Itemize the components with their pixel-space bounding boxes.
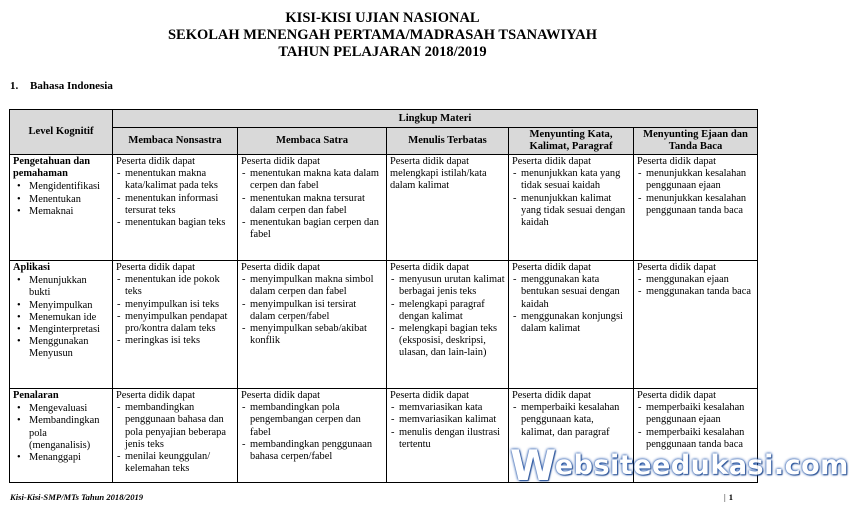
level-bullet-item: • Mengidentifikasi	[29, 181, 109, 193]
level-cell	[10, 261, 113, 389]
cell-intro: Peserta didik dapat	[512, 156, 592, 167]
table-row	[10, 261, 758, 389]
cell-intro: Peserta didik dapat	[241, 262, 321, 273]
materi-cell	[113, 261, 238, 389]
cell-intro: Peserta didik dapat	[390, 262, 470, 273]
cell-item: - membandingkan penggunaan bahasa dan pola penyajian beberapa jenis teks	[125, 402, 234, 451]
cell-item: - menunjukkan kata yang tidak sesuai kaidah	[521, 168, 630, 192]
materi-cell	[509, 261, 634, 389]
cell-intro: Peserta didik dapat	[241, 156, 321, 167]
cell-intro: Peserta didik dapat	[116, 390, 196, 401]
level-bullet-item: • Menunjukkan bukti	[29, 275, 109, 299]
cell-item: - menyimpulkan sebab/akibat konflik	[250, 323, 383, 347]
level-bullet-item: • Menggunakan Menyusun	[29, 336, 109, 360]
cell-item: - membandingkan pola pengembangan cerpen dan fabel	[250, 402, 383, 439]
cell-intro: Peserta didik dapat	[637, 262, 717, 273]
cell-item: - menentukan makna kata/kalimat pada teks	[125, 168, 234, 192]
level-cell	[10, 155, 113, 261]
cell-intro: Peserta didik dapat	[637, 156, 717, 167]
cell-item: - menunjukkan kesalahan penggunaan ejaan	[646, 168, 754, 192]
cell-intro: Peserta didik dapat	[390, 390, 470, 401]
cell-item: - menentukan informasi tersurat teks	[125, 193, 234, 217]
level-bullet-item: • Menemukan ide	[29, 312, 109, 324]
cell-intro: Peserta didik dapat	[116, 156, 196, 167]
cell-item: - menyimpulkan isi teks	[125, 299, 234, 311]
cell-item: - menentukan makna kata dalam cerpen dan fabel	[250, 168, 383, 192]
cell-item: - menyimpulkan makna simbol dalam cerpen dan fabel	[250, 274, 383, 298]
cell-item: - memperbaiki kesalahan penggunaan kata, kalimat, dan paragraf	[521, 402, 630, 439]
cell-intro: Peserta didik dapat	[637, 390, 717, 401]
doc-title-line-3: TAHUN PELAJARAN 2018/2019	[278, 44, 487, 60]
section-title: Bahasa Indonesia	[30, 80, 113, 92]
section-number: 1.	[10, 80, 19, 92]
page-number: | 1	[724, 492, 734, 502]
cell-item: - melengkapi paragraf dengan kalimat	[399, 299, 505, 323]
level-kognitif-header: Level Kognitif	[10, 110, 113, 155]
level-bullet-item: • Memaknai	[29, 206, 109, 218]
materi-cell	[387, 261, 509, 389]
footer-text: Kisi-Kisi-SMP/MTs Tahun 2018/2019	[10, 492, 144, 502]
materi-cell	[634, 261, 758, 389]
cell-item: - menggunakan ejaan	[646, 274, 754, 286]
level-bullet-item: • Menyimpulkan	[29, 300, 109, 312]
cell-item: - menentukan ide pokok teks	[125, 274, 234, 298]
materi-cell	[238, 155, 387, 261]
materi-cell	[387, 155, 509, 261]
cell-item: - melengkapi bagian teks (eksposisi, deskripsi, ulasan, dan lain-lain)	[399, 323, 505, 360]
kisi-kisi-table	[9, 109, 758, 483]
level-bullet-item: • Membandingkan pola (menganalisis)	[29, 415, 109, 452]
cell-item: - menyimpulkan isi tersirat dalam cerpen/fabel	[250, 299, 383, 323]
lingkup-materi-header: Lingkup Materi	[113, 110, 758, 128]
cell-item: - memvariasikan kata	[399, 402, 505, 414]
cell-intro: Peserta didik dapat	[512, 390, 592, 401]
cell-item: - menggunakan tanda baca	[646, 286, 754, 298]
materi-cell	[113, 155, 238, 261]
column-header: Membaca Satra	[238, 128, 387, 155]
cell-item: - meringkas isi teks	[125, 335, 234, 347]
cell-item: - menggunakan konjungsi dalam kalimat	[521, 311, 630, 335]
level-name: Aplikasi	[13, 262, 50, 273]
cell-item: - memperbaiki kesalahan penggunaan ejaan	[646, 402, 754, 426]
materi-cell	[238, 261, 387, 389]
website-watermark-logo: W ebsiteedukasi.com	[510, 440, 849, 490]
materi-cell	[113, 389, 238, 483]
materi-cell	[634, 155, 758, 261]
cell-item: - menyusun urutan kalimat berbagai jenis teks	[399, 274, 505, 298]
column-header: Membaca Nonsastra	[113, 128, 238, 155]
level-bullet-item: • Menanggapi	[29, 452, 109, 464]
cell-item: - menentukan bagian cerpen dan fabel	[250, 217, 383, 241]
cell-item: - membandingkan penggunaan bahasa cerpen/fabel	[250, 439, 383, 463]
doc-title-line-1: KISI-KISI UJIAN NASIONAL	[285, 10, 480, 26]
cell-item: - menulis dengan ilustrasi tertentu	[399, 427, 505, 451]
cell-item: - memperbaiki kesalahan penggunaan tanda baca	[646, 427, 754, 451]
cell-item: - menyimpulkan pendapat pro/kontra dalam teks	[125, 311, 234, 335]
materi-cell	[387, 389, 509, 483]
cell-item: - menggunakan kata bentukan sesuai dengan kaidah	[521, 274, 630, 311]
level-bullet-item: • Mengevaluasi	[29, 403, 109, 415]
cell-intro: Peserta didik dapat	[512, 262, 592, 273]
column-header: Menyunting Kata, Kalimat, Paragraf	[509, 128, 634, 155]
cell-item: - memvariasikan kalimat	[399, 414, 505, 426]
cell-item: - menentukan bagian teks	[125, 217, 234, 229]
column-header: Menulis Terbatas	[387, 128, 509, 155]
cell-item: - menentukan makna tersurat dalam cerpen dan fabel	[250, 193, 383, 217]
materi-cell	[238, 389, 387, 483]
cell-intro: Peserta didik dapat	[241, 390, 321, 401]
cell-item: - menilai keunggulan/ kelemahan teks	[125, 451, 234, 475]
level-cell	[10, 389, 113, 483]
level-bullet-item: • Menginterpretasi	[29, 324, 109, 336]
cell-intro: Peserta didik dapat melengkapi istilah/kata dalam kalimat	[390, 156, 487, 192]
materi-cell	[509, 155, 634, 261]
column-header: Menyunting Ejaan dan Tanda Baca	[634, 128, 758, 155]
cell-item: - menunjukkan kalimat yang tidak sesuai dengan kaidah	[521, 193, 630, 230]
level-bullet-item: • Menentukan	[29, 194, 109, 206]
cell-item: - menunjukkan kesalahan penggunaan tanda baca	[646, 193, 754, 217]
table-row	[10, 155, 758, 261]
level-name: Penalaran	[13, 390, 59, 401]
doc-title-line-2: SEKOLAH MENENGAH PERTAMA/MADRASAH TSANAWIYAH	[167, 27, 598, 43]
section-heading	[10, 80, 113, 92]
level-name: Pengetahuan dan pemahaman	[13, 156, 91, 180]
cell-intro: Peserta didik dapat	[116, 262, 196, 273]
